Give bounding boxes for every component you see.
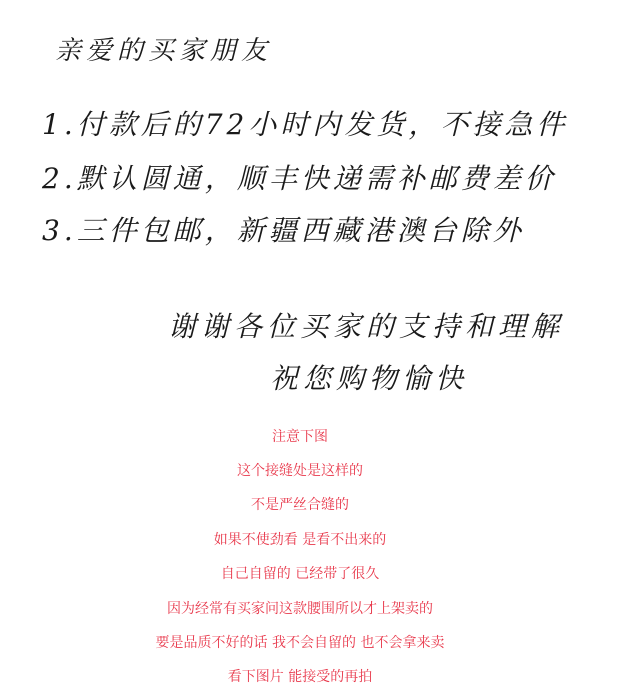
note-line: 这个接缝处是这样的 (237, 463, 363, 479)
greeting-heading: 亲爱的买家朋友 (55, 36, 273, 66)
note-line: 注意下图 (272, 429, 328, 445)
note-line: 不是严丝合缝的 (251, 497, 349, 513)
rule-item: 2.默认圆通，顺丰快递需补邮费差价 (42, 162, 557, 195)
note-line: 要是品质不好的话 我不会自留的 也不会拿来卖 (155, 635, 445, 651)
note-line: 因为经常有买家问这款腰围所以才上架卖的 (167, 601, 433, 617)
note-line: 自己自留的 已经带了很久 (220, 566, 380, 582)
rule-item: 3.三件包邮，新疆西藏港澳台除外 (42, 214, 525, 247)
note-line: 看下图片 能接受的再拍 (227, 669, 373, 685)
wish-line: 祝您购物愉快 (270, 362, 469, 395)
note-line: 如果不使劲看 是看不出来的 (213, 532, 387, 548)
rule-item: 1.付款后的72小时内发货，不接急件 (42, 108, 569, 141)
thanks-line: 谢谢各位买家的支持和理解 (168, 310, 565, 343)
